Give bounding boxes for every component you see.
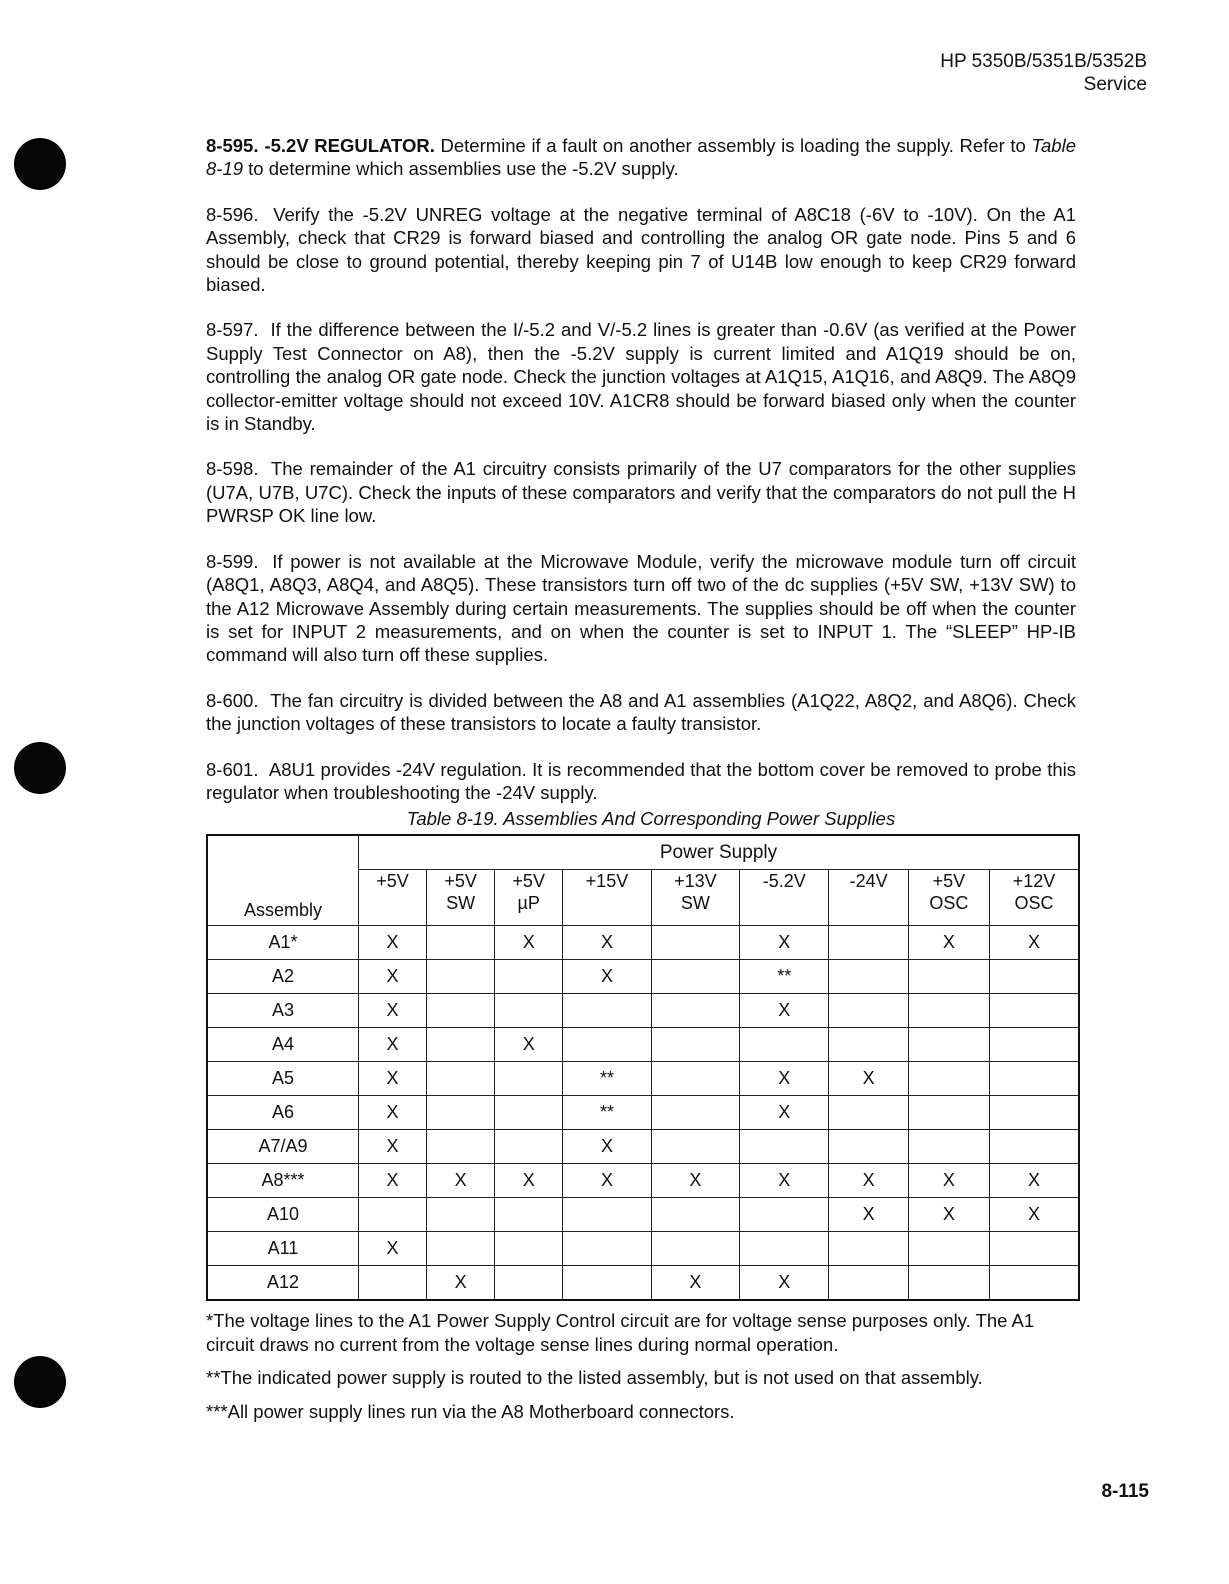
supply-cell: X	[740, 1062, 829, 1096]
supply-cell: X	[651, 1266, 739, 1301]
table-column-header-row	[207, 869, 1079, 926]
supply-cell	[427, 926, 495, 960]
supply-cell	[651, 926, 739, 960]
table-row	[207, 994, 1079, 1028]
supply-cell: X	[989, 1164, 1079, 1198]
column-header	[359, 869, 427, 926]
table-row	[207, 1164, 1079, 1198]
supply-cell	[495, 1198, 563, 1232]
supply-cell: X	[829, 1062, 908, 1096]
paragraph-8-599	[206, 550, 1076, 667]
assembly-cell: A6	[207, 1096, 359, 1130]
supply-cell: X	[908, 1198, 989, 1232]
supply-cell: X	[495, 1028, 563, 1062]
supply-cell	[495, 994, 563, 1028]
assembly-cell: A2	[207, 960, 359, 994]
supply-cell	[563, 1232, 651, 1266]
supply-cell	[427, 1028, 495, 1062]
supply-cell: **	[563, 1096, 651, 1130]
supply-cell	[829, 1096, 908, 1130]
paragraph-text: If power is not available at the Microwave Module, verify the microwave module turn off circuit (A8Q1, A8Q3, A8Q4, and A8Q5). These transistors turn off two of the dc supplies (+5V SW, +13V SW) to the A12 Microwave Assembly during certain measurements. The supplies should be off when the counter is set for INPUT 2 measurements, and on when the counter is set to INPUT 1. The “SLEEP” HP-IB command will also turn off these supplies.	[206, 550, 1076, 666]
supply-cell	[989, 1028, 1079, 1062]
supply-cell: X	[359, 1130, 427, 1164]
supply-cell: X	[740, 994, 829, 1028]
footnote-single-asterisk: *The voltage lines to the A1 Power Supply Control circuit are for voltage sense purposes only. The A1 circuit draws no current from the voltage sense lines during normal operation.	[206, 1310, 1035, 1355]
footnote-double-asterisk: **The indicated power supply is routed to the listed assembly, but is not used on that assembly.	[206, 1367, 983, 1389]
header-model: HP 5350B/5351B/5352B	[940, 51, 1147, 72]
supply-cell: X	[651, 1164, 739, 1198]
supply-cell	[651, 1096, 739, 1130]
column-header	[563, 869, 651, 926]
supply-cell: X	[359, 1164, 427, 1198]
supply-cell	[829, 926, 908, 960]
supply-cell: X	[427, 1164, 495, 1198]
supply-cell	[908, 960, 989, 994]
supply-cell: X	[740, 1266, 829, 1301]
supply-cell	[495, 1266, 563, 1301]
column-header	[651, 869, 739, 926]
supply-cell	[989, 1062, 1079, 1096]
table-row	[207, 1096, 1079, 1130]
column-header-line1: +13V	[674, 870, 717, 891]
page-content	[206, 134, 1076, 1433]
supply-cell	[740, 1198, 829, 1232]
supply-cell	[908, 1028, 989, 1062]
table-row	[207, 1062, 1079, 1096]
supply-cell	[989, 1232, 1079, 1266]
paragraph-text: to determine which assemblies use the -5.2V supply.	[243, 158, 679, 180]
column-header-line1: +12V	[1012, 870, 1056, 891]
supply-cell: **	[740, 960, 829, 994]
power-supply-header: Power Supply	[359, 835, 1080, 869]
supply-cell	[740, 1232, 829, 1266]
supply-cell	[495, 960, 563, 994]
supply-cell	[359, 1266, 427, 1301]
assembly-cell: A4	[207, 1028, 359, 1062]
column-header-line1: +5V	[444, 870, 477, 891]
supply-cell	[495, 1130, 563, 1164]
supply-cell	[740, 1028, 829, 1062]
supply-cell	[427, 1062, 495, 1096]
assembly-cell: A12	[207, 1266, 359, 1301]
supply-cell: X	[359, 1062, 427, 1096]
supply-cell	[427, 960, 495, 994]
supply-cell: X	[740, 1096, 829, 1130]
supply-cell: X	[359, 1028, 427, 1062]
supply-cell	[908, 1266, 989, 1301]
table-row	[207, 1198, 1079, 1232]
supply-cell	[829, 1028, 908, 1062]
supply-cell	[829, 1130, 908, 1164]
paragraph-8-600	[206, 689, 1076, 736]
supply-cell	[563, 994, 651, 1028]
table-footnotes	[206, 1309, 1076, 1423]
column-header-line2: µP	[517, 892, 540, 913]
supply-cell	[651, 1198, 739, 1232]
assembly-header: Assembly	[207, 869, 359, 926]
supply-cell	[908, 1130, 989, 1164]
paragraph-text: The fan circuitry is divided between the A8 and A1 assemblies (A1Q22, A8Q2, and A8Q6). Check the junction voltages of these transistors to locate a faulty transistor.	[206, 689, 1076, 735]
supply-cell: X	[908, 926, 989, 960]
paragraph-heading: -5.2V REGULATOR.	[264, 135, 435, 156]
supply-cell	[989, 1266, 1079, 1301]
supply-cell: X	[359, 994, 427, 1028]
assembly-cell: A3	[207, 994, 359, 1028]
supply-cell	[829, 994, 908, 1028]
column-header	[829, 869, 908, 926]
supply-cell	[651, 960, 739, 994]
column-header-line1: +15V	[585, 870, 629, 891]
paragraph-text: The remainder of the A1 circuitry consists primarily of the U7 comparators for the other supplies (U7A, U7B, U7C). Check the inputs of these comparators and verify that the comparators do not pull the H PWRSP OK line low.	[206, 458, 1076, 527]
paragraph-text: If the difference between the I/-5.2 and V/-5.2 lines is greater than -0.6V (as verified at the Power Supply Test Connector on A8), then the -5.2V supply is current limited and A1Q19 should be on, controlling the analog OR gate node. Check the junction voltages at A1Q15, A1Q16, and A8Q9. The A8Q9 collector-emitter voltage should not exceed 10V. A1CR8 should be forward biased only when the counter is in Standby.	[206, 319, 1076, 435]
table-corner-cell	[207, 835, 359, 869]
supply-cell	[989, 1130, 1079, 1164]
supply-cell	[651, 1062, 739, 1096]
paragraph-number: 8-598.	[206, 458, 259, 480]
paragraph-text: A8U1 provides -24V regulation. It is recommended that the bottom cover be removed to probe this regulator when troubleshooting the -24V supply.	[206, 758, 1076, 803]
table-row	[207, 926, 1079, 960]
supply-cell	[989, 994, 1079, 1028]
supply-cell: X	[495, 926, 563, 960]
paragraph-8-598	[206, 457, 1076, 527]
paragraph-text: Verify the -5.2V UNREG voltage at the negative terminal of A8C18 (-6V to -10V). On the A1 Assembly, check that CR29 is forward biased and controlling the analog OR gate node. Pins 5 and 6 should be close to ground potential, thereby keeping pin 7 of U14B low enough to keep CR29 forward biased.	[206, 203, 1077, 296]
column-header	[908, 869, 989, 926]
supply-cell	[427, 1130, 495, 1164]
supply-cell: X	[563, 1164, 651, 1198]
supply-cell: X	[740, 926, 829, 960]
column-header-line2: SW	[680, 892, 710, 913]
column-header-line2: OSC	[929, 892, 969, 913]
supply-cell	[427, 1198, 495, 1232]
supply-cell	[495, 1062, 563, 1096]
supply-cell	[427, 1232, 495, 1266]
header-section: Service	[1083, 74, 1147, 95]
paragraph-8-596	[206, 203, 1076, 297]
supply-cell	[427, 1096, 495, 1130]
supply-cell	[989, 960, 1079, 994]
table-row	[207, 1232, 1079, 1266]
assembly-cell: A5	[207, 1062, 359, 1096]
paragraph-number: 8-601.	[206, 758, 259, 780]
supply-cell: X	[908, 1164, 989, 1198]
supply-cell	[495, 1096, 563, 1130]
supply-cell: X	[829, 1164, 908, 1198]
column-header	[989, 869, 1079, 926]
supply-cell: X	[563, 926, 651, 960]
column-header	[740, 869, 829, 926]
supply-cell	[908, 994, 989, 1028]
supply-cell: X	[359, 1232, 427, 1266]
supply-cell	[829, 1232, 908, 1266]
supply-cell: X	[563, 960, 651, 994]
page-number: 8-115	[1101, 1481, 1149, 1502]
binder-hole	[14, 138, 66, 190]
supply-cell: X	[989, 1198, 1079, 1232]
column-header	[495, 869, 563, 926]
supply-cell: X	[359, 960, 427, 994]
table-row	[207, 1028, 1079, 1062]
assembly-cell: A10	[207, 1198, 359, 1232]
supply-cell	[740, 1130, 829, 1164]
assembly-cell: A1*	[207, 926, 359, 960]
table-row	[207, 1130, 1079, 1164]
supply-cell	[651, 1232, 739, 1266]
paragraph-8-597	[206, 318, 1076, 435]
table-caption: Table 8-19. Assemblies And Corresponding Power Supplies	[406, 808, 896, 830]
supply-cell: X	[829, 1198, 908, 1232]
supply-cell: X	[495, 1164, 563, 1198]
supply-cell	[563, 1028, 651, 1062]
column-header-line1: -24V	[849, 870, 888, 891]
table-row	[207, 960, 1079, 994]
supply-cell: X	[427, 1266, 495, 1301]
binder-hole	[14, 1356, 66, 1408]
supply-cell	[427, 994, 495, 1028]
footnote-triple-asterisk: ***All power supply lines run via the A8 Motherboard connectors.	[206, 1400, 735, 1422]
assembly-cell: A11	[207, 1232, 359, 1266]
supply-cell: X	[359, 926, 427, 960]
table-group-header-row	[207, 835, 1079, 869]
column-header-line1: -5.2V	[762, 870, 806, 891]
table-reference: Table 8-19	[206, 135, 1076, 180]
paragraph-8-601	[206, 758, 1076, 805]
assembly-cell: A7/A9	[207, 1130, 359, 1164]
column-header-line2: SW	[446, 892, 476, 913]
binder-hole	[14, 742, 66, 794]
page-header	[940, 50, 1147, 96]
column-header-line1: +5V	[932, 870, 966, 891]
supply-cell	[563, 1266, 651, 1301]
supply-cell	[908, 1062, 989, 1096]
supply-cell	[651, 994, 739, 1028]
supply-cell: **	[563, 1062, 651, 1096]
paragraph-text: Determine if a fault on another assembly is loading the supply. Refer to	[434, 135, 1032, 156]
paragraph-number: 8-596.	[206, 203, 259, 225]
column-header-line1: +5V	[512, 870, 545, 891]
supply-cell	[359, 1198, 427, 1232]
supply-cell	[651, 1130, 739, 1164]
column-header-line2: OSC	[1014, 892, 1054, 913]
supply-cell	[829, 960, 908, 994]
supply-cell	[563, 1198, 651, 1232]
supply-cell	[908, 1232, 989, 1266]
paragraph-number: 8-599.	[206, 550, 259, 572]
supply-cell: X	[989, 926, 1079, 960]
supply-cell	[495, 1232, 563, 1266]
power-supply-table	[206, 834, 1080, 1301]
paragraph-number: 8-597.	[206, 319, 259, 341]
supply-cell	[908, 1096, 989, 1130]
column-header	[427, 869, 495, 926]
supply-cell	[989, 1096, 1079, 1130]
assembly-cell: A8***	[207, 1164, 359, 1198]
paragraph-number: 8-600.	[206, 689, 259, 711]
supply-cell: X	[563, 1130, 651, 1164]
paragraph-8-595	[206, 134, 1076, 181]
supply-cell: X	[740, 1164, 829, 1198]
supply-cell: X	[359, 1096, 427, 1130]
paragraph-number: 8-595.	[206, 135, 259, 156]
supply-cell	[651, 1028, 739, 1062]
supply-cell	[829, 1266, 908, 1301]
table-row	[207, 1266, 1079, 1301]
column-header-line1: +5V	[376, 870, 409, 891]
